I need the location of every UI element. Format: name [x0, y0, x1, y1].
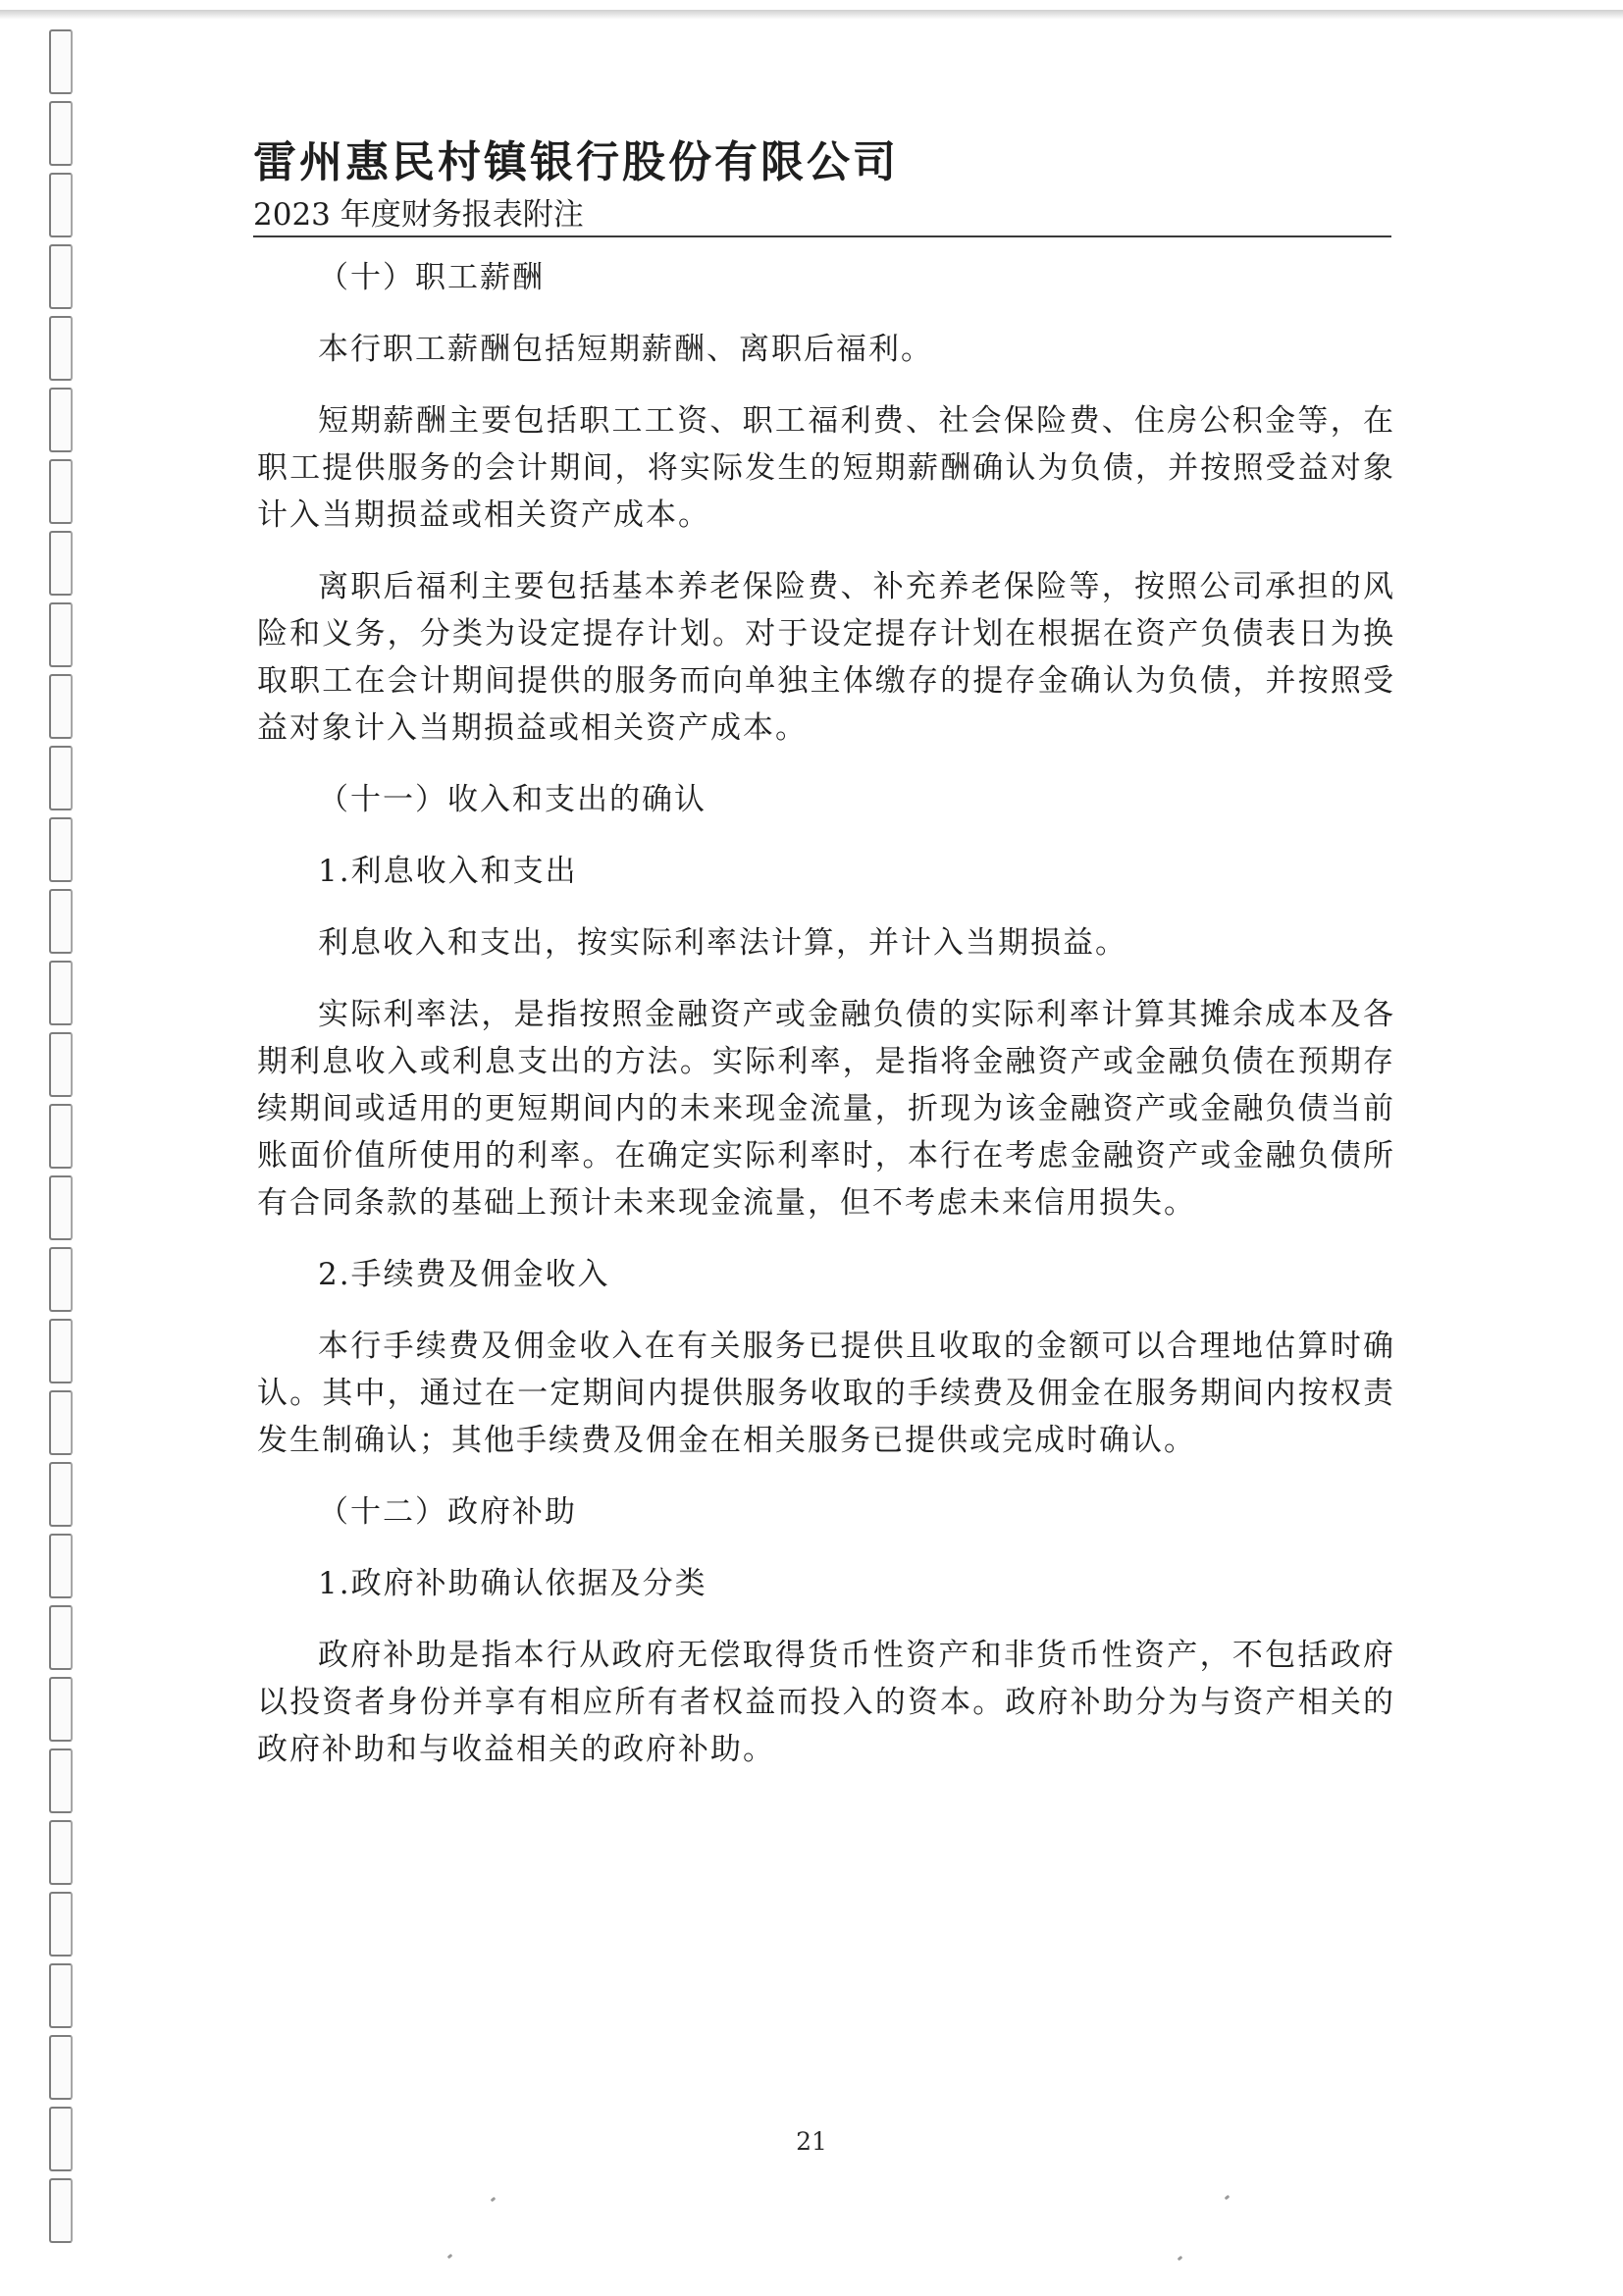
- binding-hole: [49, 29, 73, 94]
- binding-hole: [49, 1390, 73, 1455]
- company-name: 雷州惠民村镇银行股份有限公司: [253, 137, 899, 187]
- binding-hole: [49, 2178, 73, 2243]
- binding-hole: [49, 817, 73, 882]
- binding-hole: [49, 2035, 73, 2100]
- binding-hole: [49, 1534, 73, 1598]
- section-heading-government-grants: （十二）政府补助: [318, 1494, 577, 1530]
- scan-speck: [491, 2197, 497, 2203]
- binding-hole: [49, 244, 73, 309]
- binding-hole: [49, 1319, 73, 1383]
- binding-hole: [49, 173, 73, 237]
- binding-hole: [49, 674, 73, 739]
- binding-hole: [49, 1175, 73, 1240]
- header-rule: [253, 235, 1391, 237]
- binding-hole: [49, 889, 73, 954]
- scan-speck: [447, 2254, 453, 2260]
- binding-holes: [49, 29, 88, 2286]
- binding-hole: [49, 1462, 73, 1527]
- paragraph: 短期薪酬主要包括职工工资、职工福利费、社会保险费、住房公积金等，在职工提供服务的会计期间，将实际发生的短期薪酬确认为负债，并按照受益对象计入当期损益或相关资产成本。: [257, 403, 1395, 533]
- page-number: 21: [796, 2127, 827, 2156]
- binding-hole: [49, 388, 73, 452]
- binding-hole: [49, 316, 73, 381]
- binding-hole: [49, 1677, 73, 1742]
- scan-speck: [1225, 2195, 1230, 2201]
- paragraph: 本行手续费及佣金收入在有关服务已提供且收取的金额可以合理地估算时确认。其中，通过在一定期间内提供服务收取的手续费及佣金在服务期间内按权责发生制确认；其他手续费及佣金在相关服务已提供或完成时确认。: [257, 1329, 1395, 1458]
- subheading-fee-income: 2.手续费及佣金收入: [318, 1257, 610, 1292]
- document-header: [253, 133, 1391, 235]
- scan-speck: [1178, 2256, 1183, 2262]
- binding-hole: [49, 531, 73, 596]
- binding-hole: [49, 1032, 73, 1097]
- section-heading-income-recognition: （十一）收入和支出的确认: [318, 782, 707, 817]
- binding-hole: [49, 1963, 73, 2028]
- paragraph: 实际利率法，是指按照金融资产或金融负债的实际利率计算其摊余成本及各期利息收入或利息支出的方法。实际利率，是指将金融资产或金融负债在预期存续期间或适用的更短期间内的未来现金流量，折现为该金融资产或金融负债当前账面价值所使用的利率。在确定实际利率时，本行在考虑金融资产或金融负债所有合同条款的基础上预计未来现金流量，但不考虑未来信用损失。: [257, 997, 1395, 1221]
- binding-hole: [49, 1748, 73, 1813]
- binding-hole: [49, 961, 73, 1025]
- subheading-interest-income: 1.利息收入和支出: [318, 854, 578, 889]
- binding-hole: [49, 1605, 73, 1670]
- paragraph: 本行职工薪酬包括短期薪酬、离职后福利。: [318, 332, 933, 367]
- subheading-grant-basis: 1.政府补助确认依据及分类: [318, 1566, 707, 1601]
- binding-hole: [49, 101, 73, 166]
- binding-hole: [49, 1104, 73, 1169]
- binding-hole: [49, 602, 73, 667]
- binding-hole: [49, 1892, 73, 1957]
- paragraph: 政府补助是指本行从政府无偿取得货币性资产和非货币性资产，不包括政府以投资者身份并享有相应所有者权益而投入的资本。政府补助分为与资产相关的政府补助和与收益相关的政府补助。: [257, 1638, 1395, 1767]
- binding-hole: [49, 1820, 73, 1885]
- report-title: 2023 年度财务报表附注: [253, 197, 584, 233]
- document-body: [257, 254, 1395, 1798]
- binding-hole: [49, 1247, 73, 1312]
- paragraph: 离职后福利主要包括基本养老保险费、补充养老保险等，按照公司承担的风险和义务，分类为设定提存计划。对于设定提存计划在根据在资产负债表日为换取职工在会计期间提供的服务而向单独主体缴存的提存金确认为负债，并按照受益对象计入当期损益或相关资产成本。: [257, 569, 1395, 746]
- section-heading-employee-compensation: （十）职工薪酬: [318, 260, 545, 295]
- binding-hole: [49, 746, 73, 810]
- binding-hole: [49, 459, 73, 524]
- paragraph: 利息收入和支出，按实际利率法计算，并计入当期损益。: [318, 925, 1127, 961]
- scan-edge-shadow: [0, 10, 1623, 20]
